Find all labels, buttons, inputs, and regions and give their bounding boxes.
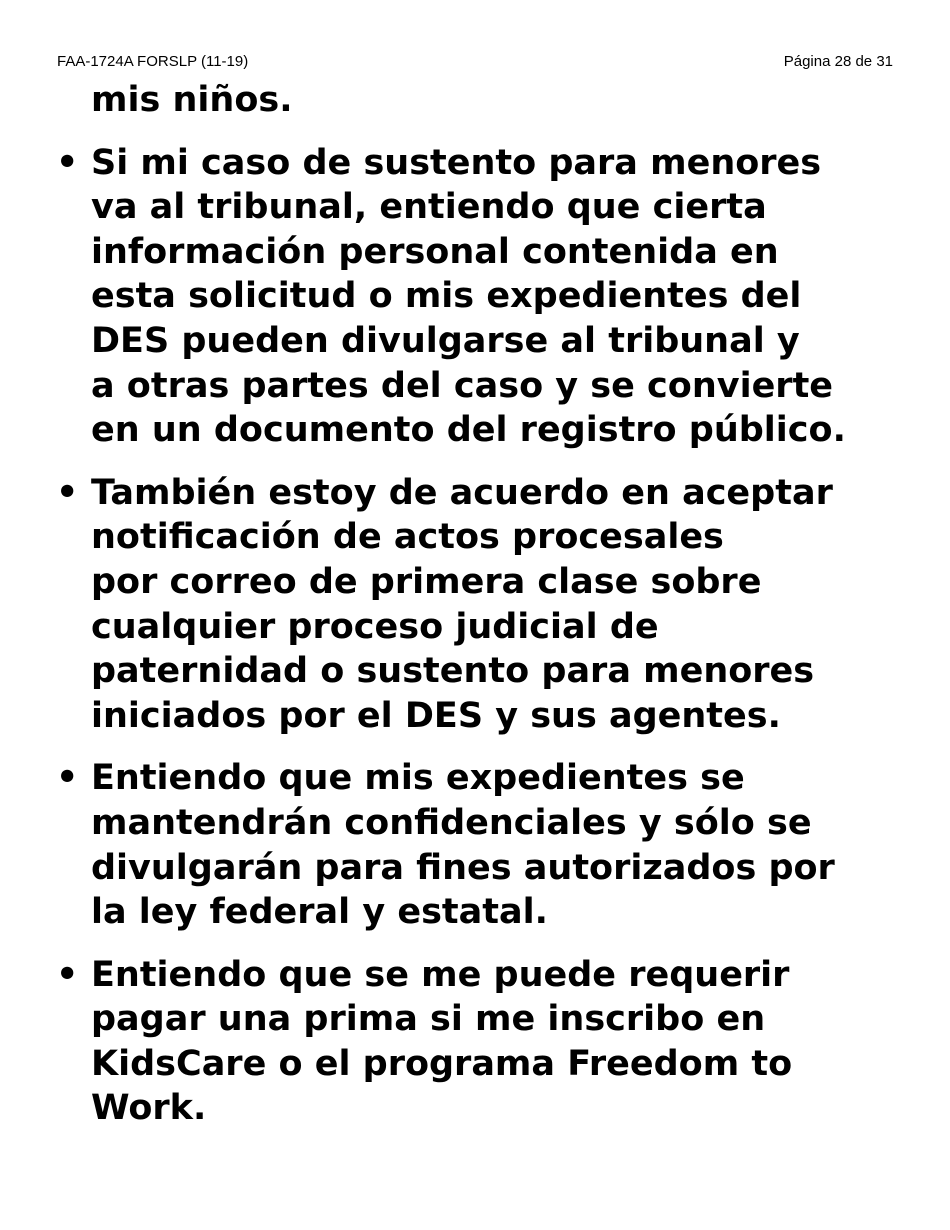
continuation-text: mis niños. — [91, 80, 293, 120]
list-item — [56, 141, 906, 453]
list-item-text: Entiendo que mis expedientes se mantendrán confidenciales y sólo se divulgarán para fines autorizados por la ley federal y estatal. — [91, 758, 835, 933]
list-item — [56, 471, 906, 739]
bullet-icon: • — [56, 142, 79, 183]
bullet-icon: • — [56, 758, 79, 799]
form-id: FAA-1724A FORSLP (11-19) — [57, 53, 249, 70]
bullet-icon: • — [56, 954, 79, 995]
list-item — [56, 756, 906, 934]
list-item-text: Si mi caso de sustento para menores va al tribunal, entiendo que cierta información personal contenida en esta solicitud o mis expedientes del DES pueden divulgarse al tribunal y a otras partes del caso y se convierte en un documento del registro público. — [91, 142, 846, 451]
page-number: Página 28 de 31 — [783, 53, 893, 70]
list-item-text: Entiendo que se me puede requerir pagar una prima si me inscribo en KidsCare o el programa Freedom to Work. — [91, 954, 793, 1129]
page-header — [57, 52, 893, 72]
bullet-icon: • — [56, 472, 79, 513]
bullet-list — [56, 141, 906, 1131]
list-item-text: También estoy de acuerdo en aceptar notificación de actos procesales por correo de primera clase sobre cualquier proceso judicial de paternidad o sustento para menores iniciados por el DES y sus agentes. — [91, 472, 833, 736]
list-item — [56, 953, 906, 1131]
document-body — [56, 78, 906, 1131]
